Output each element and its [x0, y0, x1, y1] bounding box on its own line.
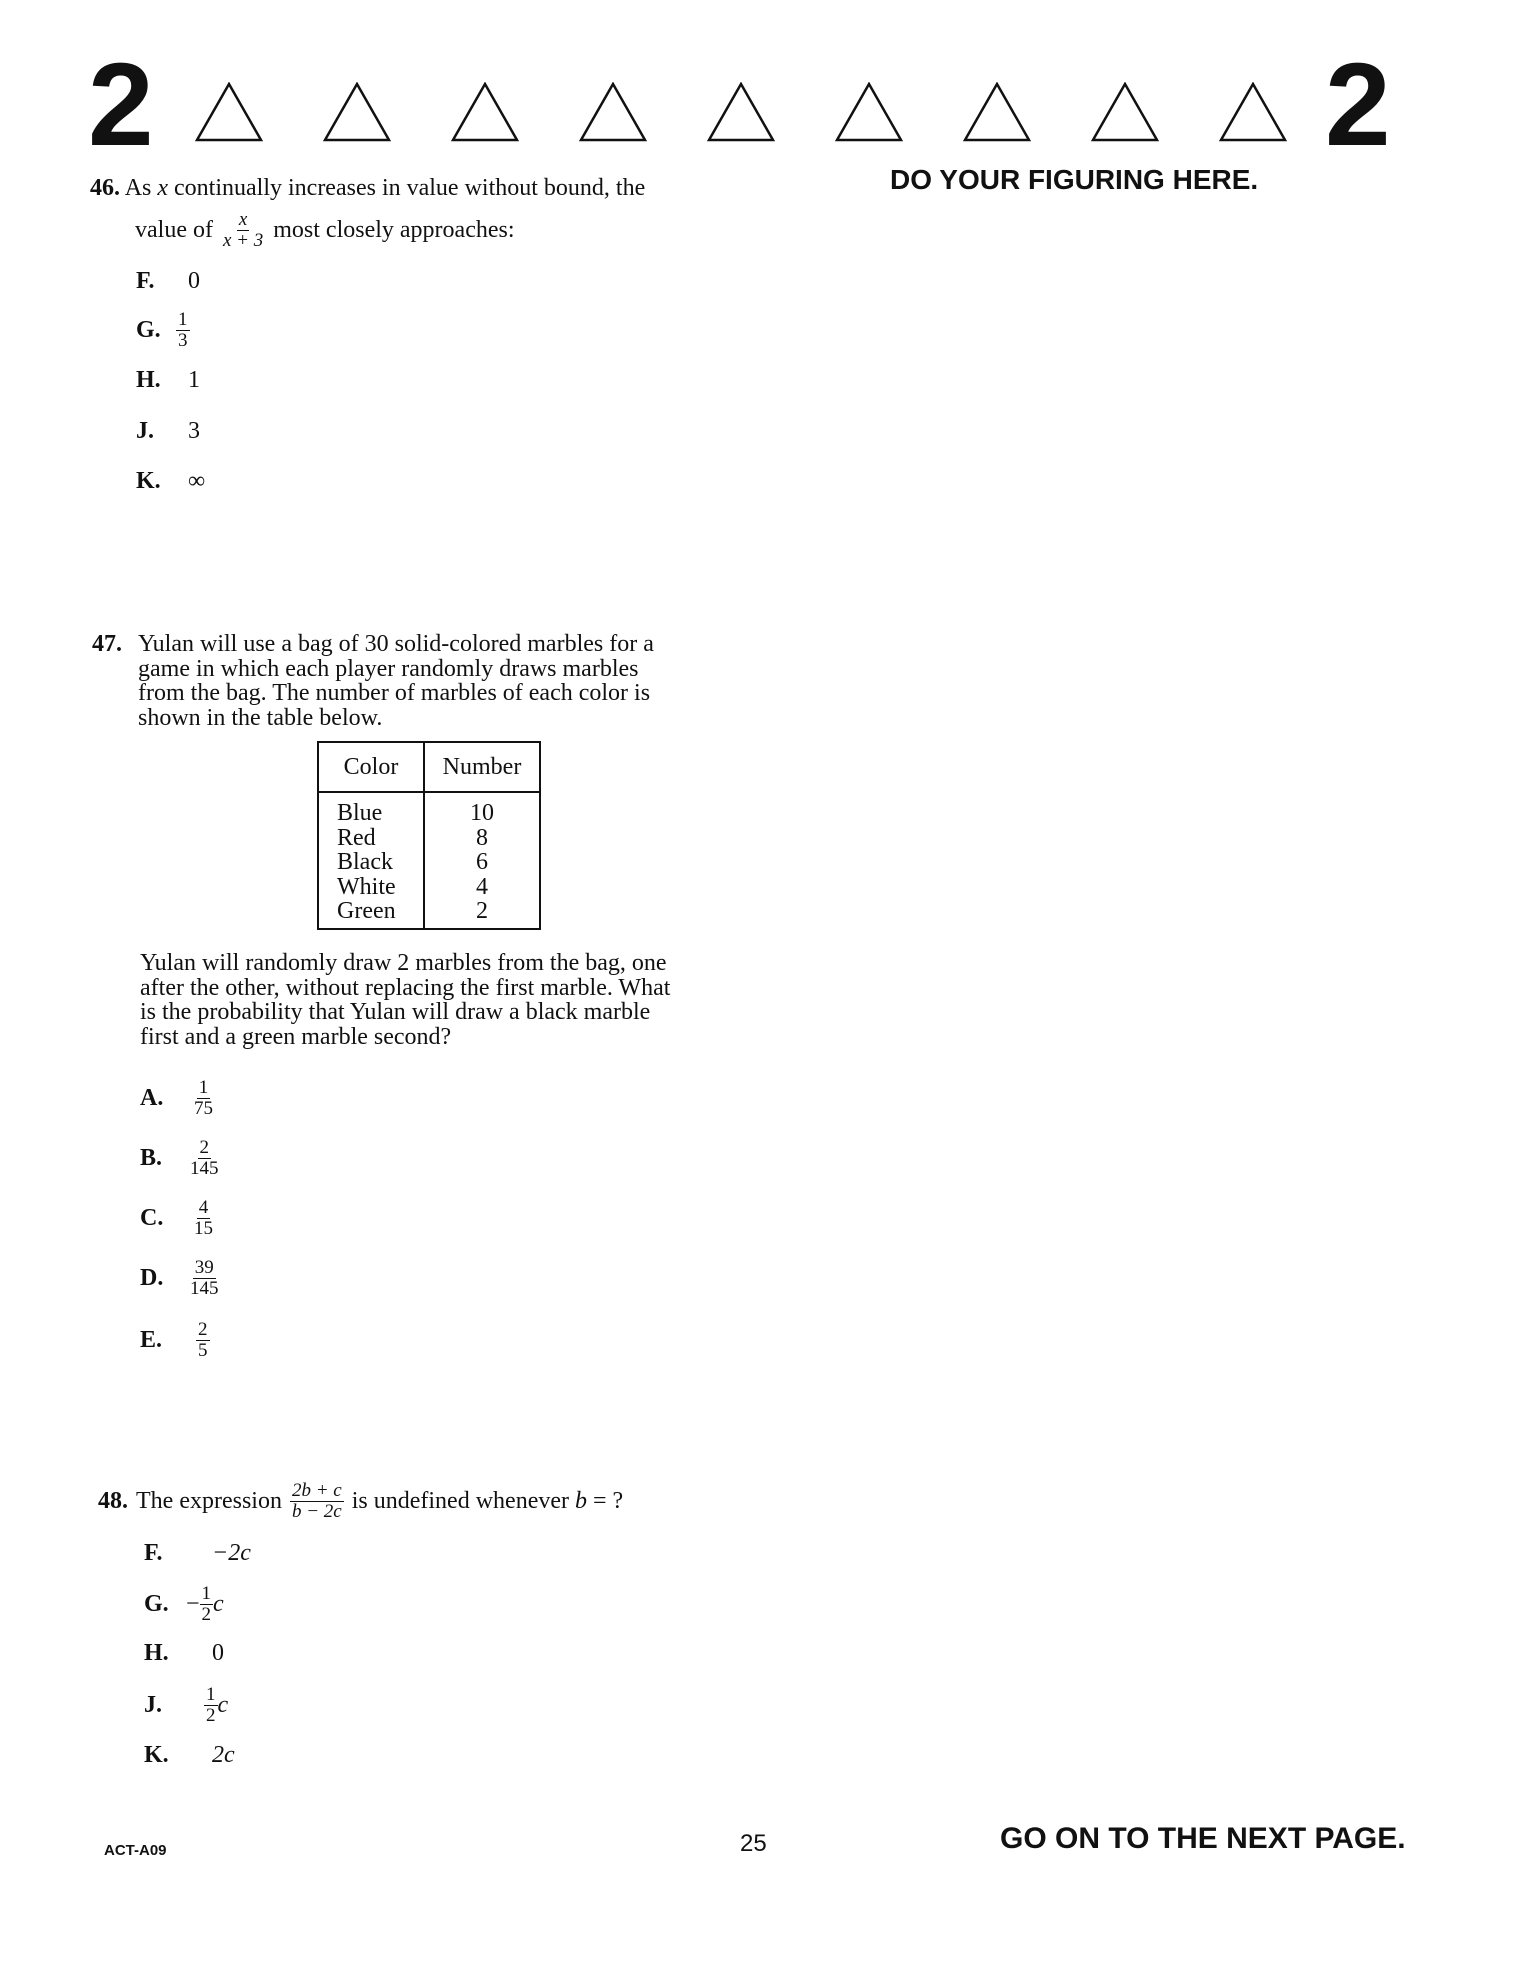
- choice-47-a[interactable]: A. $\frac{1}{75}$: [140, 1077, 213, 1119]
- question-48-line: [98, 1481, 623, 1522]
- table-cell: 8: [476, 824, 488, 851]
- choice-46-k[interactable]: K. ∞: [136, 468, 206, 494]
- choice-47-d[interactable]: D. $\frac{39}{145}$: [140, 1257, 219, 1299]
- question-46-text-a: As x continually increases in value without bound, the: [124, 175, 646, 201]
- table-cell: Green: [337, 898, 396, 924]
- fraction: $\frac{1}{75}$: [194, 1077, 213, 1119]
- triangle-icon: [1219, 82, 1287, 142]
- question-46-line1: [90, 176, 730, 201]
- header-number: Number: [424, 742, 540, 792]
- table-cell: Black: [337, 849, 393, 875]
- table-cell: 4: [476, 873, 488, 900]
- choice-48-h[interactable]: H. 0: [144, 1640, 224, 1666]
- table-body-row: [318, 792, 540, 929]
- fraction: $\frac{2}{5}$: [198, 1319, 208, 1361]
- question-48-text-b: is undefined whenever b = ?: [351, 1488, 624, 1515]
- table-header-row: [318, 742, 540, 792]
- choice-46-h[interactable]: H. 1: [136, 367, 200, 393]
- choice-47-c[interactable]: C. $\frac{4}{15}$: [140, 1197, 213, 1239]
- choice-46-f[interactable]: F. 0: [136, 268, 200, 294]
- fraction-expression: $\frac{2b + c}{b - 2c}$: [291, 1480, 342, 1522]
- triangle-icon: [1091, 82, 1159, 142]
- fraction: $\frac{2}{145}$: [190, 1137, 219, 1179]
- triangle-icon: [707, 82, 775, 142]
- choice-47-e[interactable]: E. $\frac{2}{5}$: [140, 1319, 208, 1361]
- triangle-icon: [451, 82, 519, 142]
- question-46-line2: [135, 210, 515, 251]
- fraction: $\frac{39}{145}$: [190, 1257, 219, 1299]
- triangle-icon: [195, 82, 263, 142]
- question-47-intro: Yulan will use a bag of 30 solid-colored marbles for a game in which each player randomly draws marbles from the bag. The number of marbles of each color is shown in the table below.: [138, 631, 654, 731]
- choice-46-g[interactable]: G. $\frac{1}{3}$: [136, 309, 188, 351]
- fraction: $\frac{1}{2}$: [206, 1684, 216, 1726]
- form-code: ACT-A09: [104, 1842, 167, 1859]
- choice-47-b[interactable]: B. $\frac{2}{145}$: [140, 1137, 219, 1179]
- fraction: $\frac{1}{3}$: [178, 309, 188, 351]
- question-46-text-c: most closely approaches:: [273, 217, 515, 244]
- question-46-text-b: value of: [135, 217, 213, 244]
- table-cell: White: [337, 873, 396, 900]
- choice-48-g[interactable]: G. − $\frac{1}{2}$ c: [144, 1583, 224, 1625]
- triangle-icon: [835, 82, 903, 142]
- triangle-icon: [323, 82, 391, 142]
- choice-48-k[interactable]: K. 2c: [144, 1742, 235, 1768]
- triangle-icon: [963, 82, 1031, 142]
- fraction: $\frac{4}{15}$: [194, 1197, 213, 1239]
- choice-48-f[interactable]: F. −2c: [144, 1540, 251, 1566]
- table-cell: 2: [476, 898, 488, 924]
- table-cell: Blue: [337, 800, 383, 826]
- triangle-icon: [579, 82, 647, 142]
- header-color: Color: [318, 742, 424, 792]
- fraction: $\frac{1}{2}$: [201, 1583, 212, 1625]
- question-number: 46.: [90, 175, 120, 201]
- color-column: [318, 792, 424, 929]
- fraction-x-over-x-plus-3: $\frac{x}{x + 3}$: [222, 209, 264, 251]
- table-cell: 10: [470, 800, 494, 826]
- choice-46-j[interactable]: J. 3: [136, 418, 200, 444]
- section-number-right: 2: [1325, 39, 1391, 171]
- table-cell: Red: [337, 824, 376, 851]
- question-47-prompt: Yulan will randomly draw 2 marbles from the bag, one after the other, without replacing the first marble. What is the probability that Yulan will draw a black marble first and a green marble second?: [140, 950, 671, 1050]
- question-number: 48.: [98, 1488, 128, 1515]
- section-number-left: 2: [88, 39, 154, 171]
- table-cell: 6: [476, 849, 488, 875]
- marble-table: [317, 741, 541, 930]
- choice-48-j[interactable]: J. $\frac{1}{2}$ c: [144, 1684, 229, 1726]
- number-column: [424, 792, 540, 929]
- question-48-text-a: The expression: [136, 1488, 282, 1515]
- next-page-notice: GO ON TO THE NEXT PAGE.: [1000, 1822, 1406, 1855]
- question-number: 47.: [92, 631, 122, 657]
- page-number: 25: [740, 1830, 767, 1857]
- figuring-label: DO YOUR FIGURING HERE.: [890, 164, 1259, 195]
